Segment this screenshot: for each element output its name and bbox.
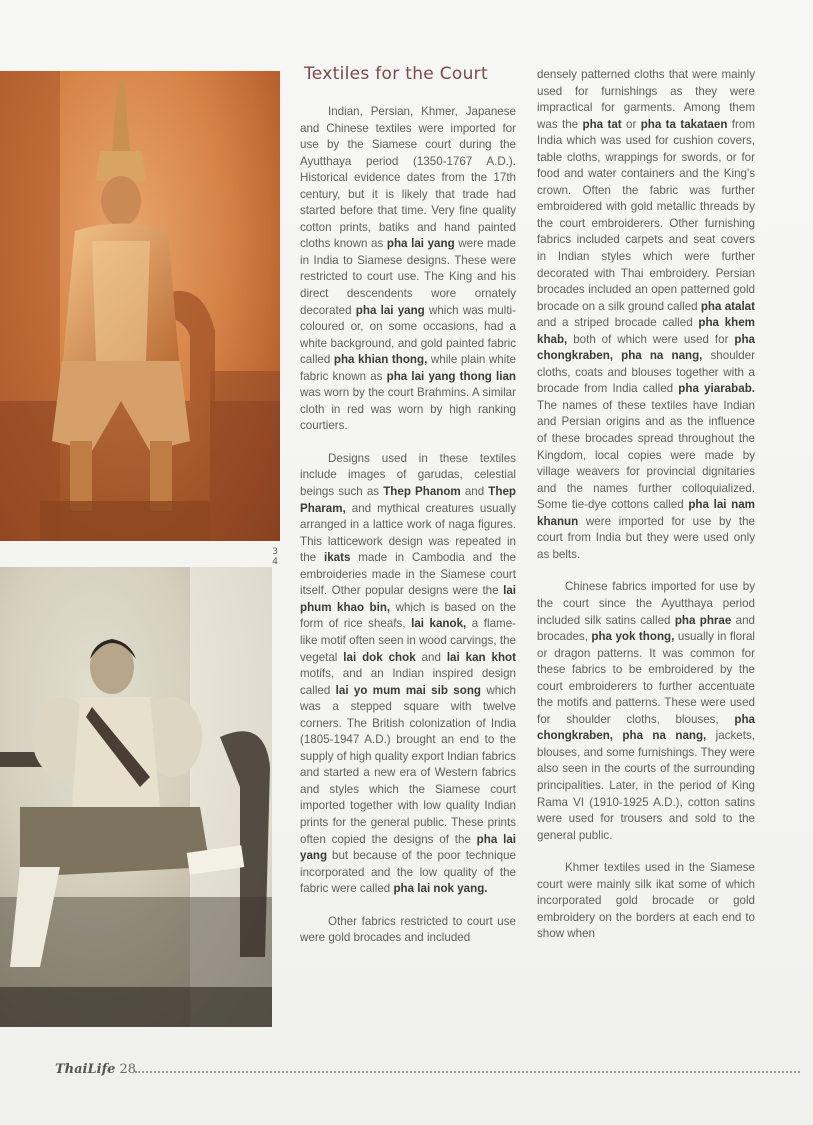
text-run: were imported for use by the court from India but they were used only as belts. — [537, 514, 755, 561]
text-run: Chinese fabrics imported for use by the court since the Ayutthaya period included silk satins called — [537, 580, 755, 627]
term-bold: pha lai nok yang. — [393, 882, 488, 896]
text-run: and brocades, — [537, 613, 755, 644]
term-bold: ikats — [323, 551, 351, 565]
text-run: which was multi-coloured or, on some occasions, had a white background, and gold painted fabric called — [300, 303, 516, 367]
term-bold: pha lai nam khanun — [537, 498, 755, 528]
term-bold: pha atalat — [700, 299, 755, 313]
text-run: which was a stepped square with twelve corners. The British colonization of India (1805-1947 A.D.) brought an end to the supply of high quality export Indian fabrics and started a new era of Western fabrics and styles which the Siamese court imported together with low quality Indian prints for the general public. These prints often copied the designs of the — [300, 683, 516, 846]
paragraph — [300, 451, 516, 898]
text-run: were made in India to Siamese designs. These were restricted to court use. The King and his direct descendents wore ornately decorated — [300, 237, 516, 317]
text-run: made in Cambodia and the embroideries made in the Siamese court itself. Other popular designs were the — [300, 551, 516, 598]
text-run: which is based on the form of rice sheafs, — [300, 600, 516, 631]
term-bold: pha lai yang — [386, 237, 455, 251]
text-run: densely patterned cloths that were mainly used for furnishings as they were impractical for garments. Among them was the — [537, 68, 755, 131]
text-run: Indian, Persian, Khmer, Japanese and Chinese textiles were imported for use by the Siamese court during the Ayutthaya period (1350-1767 A.D.). Historical evidence dates from the 17th century, but it is likely that trade had started before that time. Very fine quality cotton prints, batiks and hand painted cloths known as — [300, 105, 516, 251]
text-column-middle — [300, 104, 516, 963]
term-bold: Thep Pharam, — [300, 485, 516, 515]
term-bold: pha chongkraben, pha na nang, — [537, 712, 755, 743]
text-run: The names of these textiles have Indian and Persian origins and as the influence of these brocades spread throughout the Kingdom, local copies were made by village weavers for provincial dignitaries and the names further colloquialized. Some tie-dye cottons called — [537, 398, 755, 512]
text-run: a flame-like motif often seen in wood carvings, the vegetal — [300, 617, 517, 664]
term-bold: lai yo mum mai sib song — [335, 683, 481, 697]
text-run: Other fabrics restricted to court use were gold brocades and included — [300, 914, 516, 945]
term-bold: pha lai yang thong lian — [386, 369, 516, 383]
photo-queen-portrait — [0, 567, 272, 1027]
term-bold: Thep Phanom — [383, 485, 461, 499]
text-run: while plain white fabric known as — [300, 353, 516, 383]
paragraph — [537, 67, 755, 563]
text-run: Khmer textiles used in the Siamese court were mainly silk ikat some of which incorporated gold brocade or gold embroidery on the borders at each end to show when — [537, 861, 755, 941]
text-run: jackets, blouses, and some furnishings. They were also seen in the courts of the surrounding principalities. Later, in the period of King Rama VI (1910-1925 A.D.), cotton satins were used for trousers and sold to the general public. — [537, 729, 755, 842]
queen-portrait-drawing — [0, 567, 272, 1027]
term-bold: pha yiarabab. — [678, 382, 755, 396]
term-bold: pha yok thong, — [591, 630, 675, 644]
term-bold: pha khian thong, — [333, 353, 428, 367]
text-run: but because of the poor technique incorporated and the low quality of the fabric were called — [300, 849, 516, 896]
magazine-logo: ThaiLife — [55, 1062, 116, 1077]
figure-numbers: 3 4 — [272, 547, 278, 567]
king-portrait-drawing — [0, 71, 280, 541]
term-bold: pha chongkraben, pha na nang, — [537, 332, 755, 363]
paragraph — [300, 914, 516, 947]
paragraph — [537, 579, 755, 844]
term-bold: pha lai yang — [355, 303, 425, 317]
text-run: and a striped brocade called — [537, 316, 699, 330]
text-run: shoulder cloths, coats and blouses together with a brocade from India called — [537, 349, 755, 396]
paragraph — [537, 860, 755, 943]
text-run: motifs, and an Indian inspired design called — [300, 667, 516, 697]
text-run: or — [621, 117, 641, 131]
footer-dotted-rule — [135, 1071, 800, 1075]
term-bold: pha tat — [582, 117, 622, 131]
term-bold: pha khem khab, — [537, 316, 755, 346]
text-run: and mythical creatures usually arranged in a lattice work of naga figures. This latticework design was repeated in the — [300, 501, 516, 565]
page-number: 28 — [119, 1062, 136, 1077]
term-bold: lai kan khot — [446, 650, 516, 664]
page-footer — [55, 1062, 755, 1080]
text-run: and — [460, 485, 489, 499]
photo-king-portrait — [0, 71, 280, 541]
term-bold: lai phum khao bin, — [300, 584, 516, 614]
text-column-right — [537, 67, 755, 959]
text-run: Designs used in these textiles include images of garudas, celestial beings such as — [300, 451, 516, 499]
term-bold: lai kanok, — [411, 617, 467, 631]
term-bold: pha phrae — [674, 613, 732, 627]
text-run: and — [415, 650, 447, 664]
term-bold: pha lai yang — [300, 832, 516, 863]
text-run: was worn by the court Brahmins. A similar cloth in red was worn by high ranking courtiers. — [300, 386, 516, 433]
text-run: from India which was used for cushion covers, table cloths, wrappings for swords, or for food and water containers and the King's crown. Often the fabric was further embroidered with gold metallic threads by the court embroiderers. Other furnishing fabrics included carpets and seat covers in Indian styles which were further decorated with Thai embroidery. Persian brocades included an open patterned gold brocade on a silk ground called — [537, 117, 755, 313]
article-title: Textiles for the Court — [304, 64, 488, 84]
term-bold: lai dok chok — [343, 650, 416, 664]
text-run: both of which were used for — [567, 332, 735, 346]
term-bold: pha ta takataen — [640, 117, 728, 131]
paragraph — [300, 104, 516, 435]
text-run: usually in floral or dragon patterns. It was common for these fabrics to be embroidered by the court embroiderers to further accentuate the motifs and patterns. These were used for shoulder cloths, blouses, — [537, 630, 755, 726]
